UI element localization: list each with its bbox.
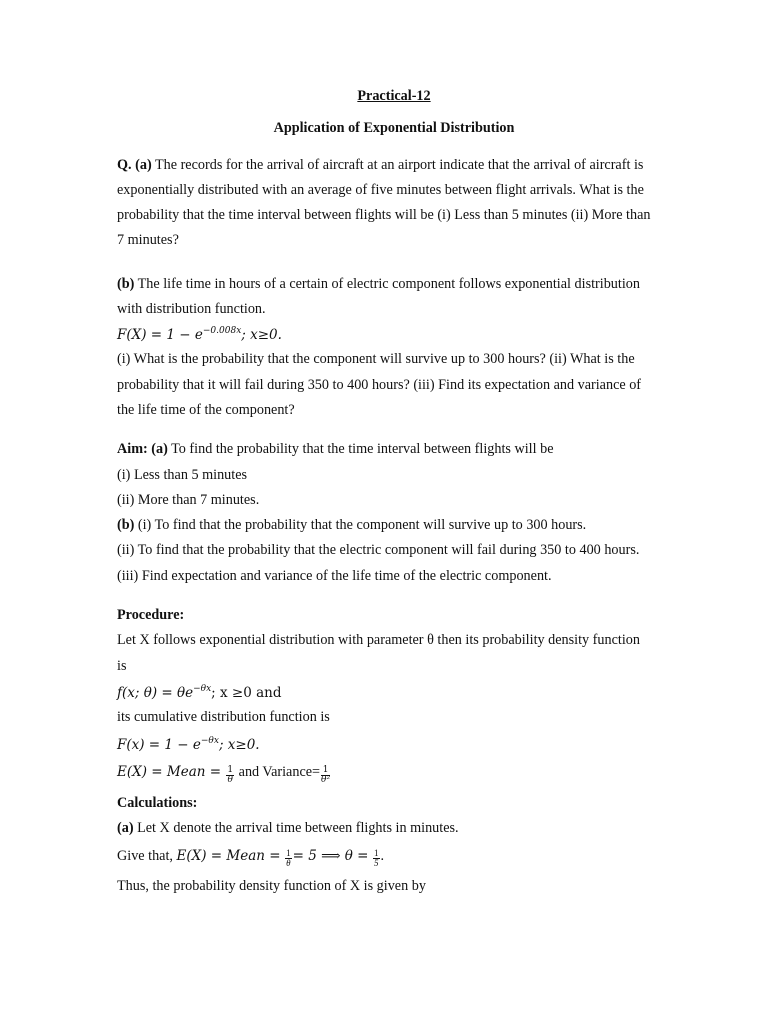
variance-text: and Variance= bbox=[235, 764, 321, 780]
page-subtitle: Application of Exponential Distribution bbox=[273, 120, 515, 136]
mean-lhs: E(X) = Mean = bbox=[117, 764, 222, 780]
aim-part-a-label: (a) bbox=[151, 441, 168, 457]
given-end: . bbox=[380, 848, 385, 864]
question-a-line-1 bbox=[117, 157, 643, 174]
aim-item-a-2: (ii) More than 7 minutes. bbox=[117, 492, 260, 508]
given-lhs: E(X) = Mean = bbox=[176, 848, 281, 864]
aim-item-a-1: (i) Less than 5 minutes bbox=[117, 467, 248, 483]
calc-a-text: Let X denote the arrival time between flights in minutes. bbox=[133, 820, 459, 836]
aim-a-text: To find the probability that the time interval between flights will be bbox=[167, 441, 554, 457]
question-a-line-2: exponentially distributed with an average of five minutes between flight arrivals. What is the bbox=[117, 182, 644, 198]
mean-numerator: 1 bbox=[227, 765, 234, 775]
given-numerator: 1 bbox=[286, 848, 291, 858]
cdf-intro: its cumulative distribution function is bbox=[117, 709, 330, 725]
aim-label: Aim: bbox=[117, 441, 148, 457]
variance-denominator: θ² bbox=[321, 775, 331, 785]
pdf-rest: ; x ≥0 and bbox=[211, 685, 282, 701]
question-a-text-1: The records for the arrival of aircraft at an airport indicate that the arrival of aircraft is bbox=[151, 157, 644, 173]
pdf-lhs: f(x; θ) = θe bbox=[117, 685, 194, 701]
mean-denominator: θ bbox=[227, 775, 233, 785]
question-part-a-label: (a) bbox=[135, 157, 152, 173]
variance-fraction bbox=[321, 766, 330, 785]
theta-denominator: 5 bbox=[374, 858, 379, 868]
aim-item-b-2: (ii) To find that the probability that the electric component will fail during 350 to 400 hours. bbox=[117, 542, 640, 558]
pdf-formula bbox=[117, 684, 282, 701]
given-fraction bbox=[285, 849, 292, 868]
calc-part-a-label: (a) bbox=[117, 820, 134, 836]
procedure-heading-text: Procedure: bbox=[117, 607, 185, 623]
given-mid: = 5 ⟹ θ = bbox=[292, 848, 369, 864]
aim-b-text: (i) To find that the probability that the component will survive up to 300 hours. bbox=[134, 517, 587, 533]
given-text: Give that, bbox=[117, 848, 177, 864]
question-b-line-5: the life time of the component? bbox=[117, 402, 295, 418]
mean-variance-formula bbox=[117, 764, 331, 785]
pdf-exponent: −θx bbox=[193, 684, 212, 694]
calc-given-line bbox=[117, 848, 384, 868]
given-denominator: θ bbox=[286, 858, 291, 868]
question-part-b-label: (b) bbox=[117, 276, 135, 292]
aim-line-1 bbox=[117, 441, 554, 458]
page-title: Practical-12 bbox=[357, 88, 431, 104]
cdf-lhs: F(x) = 1 − e bbox=[117, 737, 201, 753]
calculations-heading-text: Calculations: bbox=[117, 795, 198, 811]
calc-line-a bbox=[117, 820, 459, 837]
question-b-line-4: probability that it will fail during 350 to 400 hours? (iii) Find its expectation and variance of bbox=[117, 377, 642, 393]
mean-fraction bbox=[226, 766, 234, 785]
question-b-line-1 bbox=[117, 276, 640, 293]
aim-item-b-3: (iii) Find expectation and variance of the life time of the electric component. bbox=[117, 568, 552, 584]
question-a-line-4: 7 minutes? bbox=[117, 232, 179, 248]
procedure-heading bbox=[117, 607, 184, 624]
formula-lhs: F(X) = 1 − e bbox=[117, 327, 203, 343]
theta-numerator: 1 bbox=[374, 848, 379, 858]
formula-rest: ; x≥0. bbox=[241, 327, 282, 343]
procedure-line-2: is bbox=[117, 658, 127, 674]
question-b-text-1: The life time in hours of a certain of electric component follows exponential distribution bbox=[134, 276, 640, 292]
cdf-exponent: −θx bbox=[200, 736, 219, 746]
aim-line-b bbox=[117, 517, 586, 534]
formula-exponent: −0.008x bbox=[202, 326, 242, 336]
cdf-formula bbox=[117, 736, 260, 753]
calc-thus-line: Thus, the probability density function of X is given by bbox=[117, 878, 426, 894]
theta-fraction bbox=[373, 849, 380, 868]
question-b-line-3: (i) What is the probability that the component will survive up to 300 hours? (ii) What is the bbox=[117, 351, 635, 367]
question-b-line-2: with distribution function. bbox=[117, 301, 266, 317]
question-b-formula bbox=[117, 326, 282, 343]
calculations-heading bbox=[117, 795, 197, 812]
cdf-rest: ; x≥0. bbox=[218, 737, 260, 753]
question-a-line-3: probability that the time interval between flights will be (i) Less than 5 minutes (ii) More than bbox=[117, 207, 651, 223]
aim-part-b-label: (b) bbox=[117, 517, 135, 533]
procedure-line-1: Let X follows exponential distribution with parameter θ then its probability density function bbox=[117, 632, 640, 648]
variance-numerator: 1 bbox=[322, 765, 329, 775]
question-label: Q. bbox=[117, 157, 132, 173]
